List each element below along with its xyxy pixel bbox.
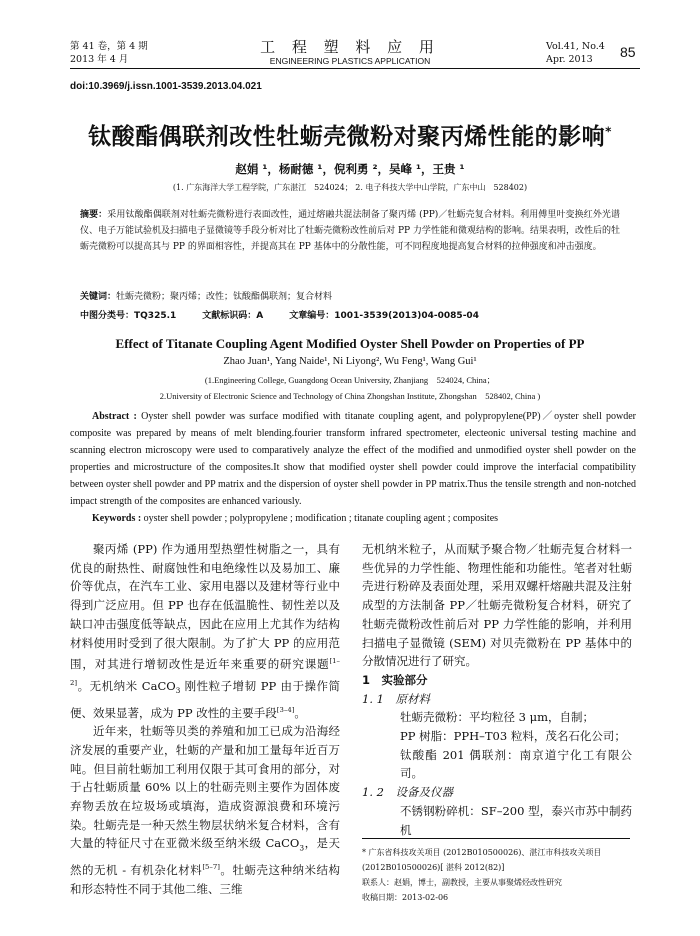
footnotes bbox=[362, 845, 642, 905]
title-footnote-mark: * bbox=[605, 124, 612, 139]
authors-cn: 赵娟 ¹，杨耐德 ¹，倪利勇 ²，吴峰 ¹，王贵 ¹ bbox=[235, 162, 465, 176]
header-volume-en: Vol.41, No.4 bbox=[546, 41, 605, 52]
subsection-heading-1-1: 1. 1 原材料 bbox=[362, 691, 430, 706]
header-left bbox=[70, 40, 148, 66]
abstract-en bbox=[70, 408, 636, 510]
keywords-cn bbox=[80, 289, 620, 302]
affiliation-en-2: 2.University of Electronic Science and Technology of China Zhongshan Institute, Zhongshan 528402, China ) bbox=[159, 391, 541, 401]
footnote-funding: * 广东省科技攻关项目 (2012B010500026)、湛江市科技攻关项目 (2012B010500026)[ 湛科 2012(82)] bbox=[362, 848, 602, 872]
header-date-en: Apr. 2013 bbox=[546, 54, 593, 65]
material-item: 牡蛎壳微粉：平均粒径 3 μm，自制； bbox=[400, 710, 595, 725]
citation-1-2: [1–2] bbox=[70, 657, 340, 687]
affiliation-cn: (1. 广东海洋大学工程学院，广东湛江 524024； 2. 电子科技大学中山学院，广东中山 528402) bbox=[172, 183, 528, 192]
keywords-cn-text: 牡蛎壳微粉；聚丙烯；改性；钛酸酯偶联剂；复合材料 bbox=[116, 292, 333, 302]
keywords-en-text: oyster shell powder ; polypropylene ; modification ; titanate coupling agent ; composites bbox=[143, 513, 499, 524]
abstract-cn-label: 摘要： bbox=[80, 210, 108, 220]
intro-paragraph-continued: 无机纳米粒子，从而赋予聚合物／牡蛎壳复合材料一些优异的力学性能、物理性能和功能性。笔者对牡蛎壳进行粉碎及表面处理，采用双螺杆熔融共混及注射成型的方法制备 PP／牡蛎壳微粉复合材料，研究了牡蛎壳微粉改性前后对 PP 力学性能的影响，并利用扫描电子显微镜 (SEM) 对贝壳微粉在 PP 基体中的分散情况进行了研究。 bbox=[362, 542, 632, 669]
doi: doi:10.3969/j.issn.1001-3539.2013.04.021 bbox=[70, 81, 262, 92]
body-column-left bbox=[70, 540, 340, 899]
material-item: PP 树脂：PPH–T03 粒料，茂名石化公司； bbox=[400, 729, 626, 744]
paper-title-cn bbox=[30, 118, 670, 151]
header-right bbox=[546, 40, 605, 66]
journal-name-cn: 工 程 塑 料 应 用 bbox=[260, 38, 440, 56]
intro-p1-text-d: 。 bbox=[294, 705, 306, 720]
intro-paragraph-2 bbox=[70, 722, 340, 898]
footnote-rule bbox=[362, 838, 630, 839]
abstract-en-text: Oyster shell powder was surface modified with titanate coupling agent, and polypropylene(PP)／oyster shell powder composite was prepared by means of melt blending.fourier transform infrared spectrometer, electeonic universal testing machine and scanning electron microscopy were used to comparatively analyze the effect of the modified and unmodified oyster shell powder on the properties and microstructure of the composites.It show that modified oyster shell powder could improve the interfacial compatibility between oyster shell powder and PP matrix and the dispersion of oyster shell powder in PP matrix.Thus the tensile strength and non-notched impact strength of the composites are enhanced variously. bbox=[70, 411, 637, 507]
equipment-item: 不锈钢粉碎机：SF–200 型，泰兴市苏中制药机 bbox=[400, 803, 632, 837]
class-value: TQ325.1 bbox=[134, 311, 177, 321]
affiliation-en-1: (1.Engineering College, Guangdong Ocean University, Zhanjiang 524024, China； bbox=[204, 375, 496, 385]
keywords-en bbox=[92, 513, 642, 524]
page-number: 85 bbox=[620, 44, 636, 60]
material-item: 钛酸酯 201 偶联剂：南京道宁化工有限公司。 bbox=[400, 747, 632, 781]
abstract-cn bbox=[80, 207, 620, 255]
intro-p2-text-a: 近年来，牡蛎等贝类的养殖和加工已成为沿海经济发展的重要产业，牡蛎的产量和加工量每年近百万吨。但目前牡蛎加工利用仅限于其可食用的部分，对于占牡蛎质量 60% 以上的牡砺壳则主要作为固体废弃物丢放在垃圾场或填海，造成资源浪费和环境污染。牡蛎壳是一种天然生物层状纳米复合材料，含有大量的特征尺寸在亚微米级至纳米级 CaCO bbox=[70, 724, 340, 851]
doc-code-label: 文献标识码： bbox=[202, 311, 257, 321]
intro-paragraph-1 bbox=[70, 540, 340, 722]
header-date: 2013 年 4 月 bbox=[70, 54, 129, 65]
paper-title-en: Effect of Titanate Coupling Agent Modified Oyster Shell Powder on Properties of PP bbox=[115, 336, 585, 351]
journal-name-en: ENGINEERING PLASTICS APPLICATION bbox=[269, 56, 431, 66]
footnote-received: 收稿日期：2013-02-06 bbox=[362, 893, 449, 902]
footnote-contact: 联系人：赵娟，博士，副教授，主要从事聚烯烃改性研究 bbox=[362, 878, 562, 887]
article-no-label: 文章编号： bbox=[289, 311, 335, 321]
class-label: 中图分类号： bbox=[80, 311, 135, 321]
abstract-en-label: Abstract : bbox=[92, 411, 137, 422]
citation-5-7: [5–7] bbox=[202, 863, 220, 872]
keywords-en-label: Keywords : bbox=[92, 513, 142, 524]
intro-p1-text-b: 。无机纳米 CaCO bbox=[77, 678, 176, 693]
header-rule bbox=[70, 68, 640, 69]
authors-en: Zhao Juan¹, Yang Naide¹, Ni Liyong², Wu Feng¹, Wang Gui¹ bbox=[223, 356, 477, 367]
keywords-cn-label: 关键词： bbox=[80, 292, 117, 302]
body-column-right bbox=[362, 540, 632, 839]
section-heading-1: 1 实验部分 bbox=[362, 672, 428, 687]
header-volume: 第 41 卷，第 4 期 bbox=[70, 41, 148, 52]
article-no-value: 1001-3539(2013)04-0085-04 bbox=[334, 311, 479, 321]
paper-title-cn-text: 钛酸酯偶联剂改性牡蛎壳微粉对聚丙烯性能的影响 bbox=[88, 124, 606, 150]
intro-p1-text-a: 聚丙烯 (PP) 作为通用型热塑性树脂之一，具有优良的耐热性、耐腐蚀性和电绝缘性以及易加工、廉价等优点，在汽车工业、家用电器以及建材等行业中得到广泛应用。但 PP 也存在低温脆性、韧性差以及缺口冲击强度低等缺点，因此在应用上尤其作为结构材料使用时受到了很大限制。为了扩大 PP 的应用范围，对其进行增韧改性是近年来重要的研究课题 bbox=[70, 542, 340, 672]
header-journal bbox=[220, 38, 480, 67]
intro-p2-text-c: 。牡蛎壳这种纳米结构和形态特性不同于其他二维、三维 bbox=[70, 863, 340, 896]
subscript-3: 3 bbox=[299, 843, 305, 853]
subsection-heading-1-2: 1. 2 设备及仪器 bbox=[362, 785, 453, 800]
doc-code-value: A bbox=[256, 311, 264, 321]
abstract-cn-text: 采用钛酸酯偶联剂对牡蛎壳微粉进行表面改性，通过熔融共混法制备了聚丙烯 (PP)／牡蛎壳复合材料。利用傅里叶变换红外光谱仪、电子万能试验机及扫描电子显微镜等手段分析对比了牡蛎壳微粉改性前后对 PP 力学性能和微观结构的影响。结果表明，改性后的牡蛎壳微粉可以提高其与 PP 的界面相容性，并提高其在 PP 基体中的分散性能，可不同程度地提高复合材料的拉伸强度和冲击强度。 bbox=[80, 210, 620, 252]
intro-p1-text-c: 刚性粒子增韧 PP 由于操作简便、效果显著，成为 PP 改性的主要手段 bbox=[70, 678, 340, 720]
subscript-3: 3 bbox=[175, 685, 181, 695]
classification-line bbox=[80, 308, 640, 321]
intro-p2-text-b: ，是天然的无机 - 有机杂化材料 bbox=[70, 836, 341, 878]
citation-3-4: [3–4] bbox=[276, 705, 295, 714]
